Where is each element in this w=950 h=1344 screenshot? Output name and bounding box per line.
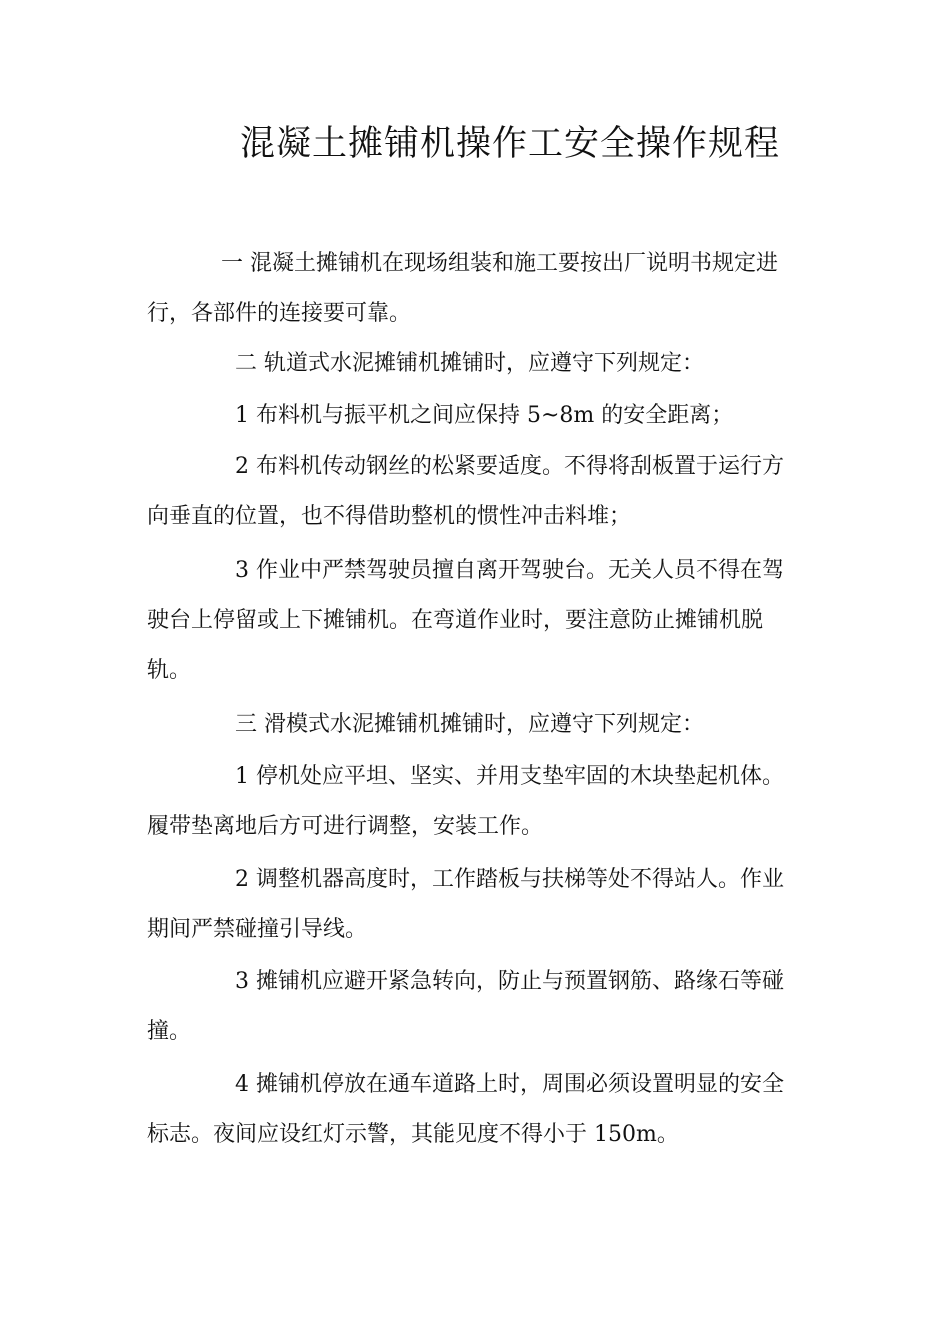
paragraph-line: 3 作业中严禁驾驶员擅自离开驾驶台。无关人员不得在驾	[235, 558, 784, 583]
paragraph-6	[147, 700, 807, 750]
paragraph-line: 3 摊铺机应避开紧急转向，防止与预置钢筋、路缘石等碰	[235, 969, 784, 994]
paragraph-line: 二 轨道式水泥摊铺机摊铺时，应遵守下列规定：	[235, 351, 704, 376]
paragraph-line: 期间严禁碰撞引导线。	[147, 917, 368, 942]
paragraph-2	[147, 339, 807, 389]
paragraph-line: 2 布料机传动钢丝的松紧要适度。不得将刮板置于运行方	[235, 454, 784, 479]
document-title: 混凝土摊铺机操作工安全操作规程	[239, 124, 780, 164]
paragraph-line: 4 摊铺机停放在通车道路上时，周围必须设置明显的安全	[235, 1072, 784, 1097]
paragraph-line: 1 停机处应平坦、坚实、并用支垫牢固的木块垫起机体。	[235, 764, 784, 789]
paragraph-line: 轨。	[147, 658, 192, 683]
paragraph-line: 三 滑模式水泥摊铺机摊铺时，应遵守下列规定：	[235, 712, 704, 737]
paragraph-line: 向垂直的位置，也不得借助整机的惯性冲击料堆；	[147, 504, 632, 529]
paragraph-3	[147, 391, 807, 441]
paragraph-line: 2 调整机器高度时，工作踏板与扶梯等处不得站人。作业	[235, 867, 784, 892]
paragraph-line: 标志。夜间应设红灯示警，其能见度不得小于 150m。	[147, 1122, 679, 1147]
paragraph-line: 行，各部件的连接要可靠。	[147, 301, 412, 326]
paragraph-9	[147, 957, 807, 1057]
paragraph-1	[147, 239, 807, 339]
paragraph-4	[147, 442, 807, 542]
paragraph-line: 1 布料机与振平机之间应保持 5~8m 的安全距离；	[235, 403, 734, 428]
paragraph-7	[147, 752, 807, 852]
paragraph-line: 撞。	[147, 1019, 192, 1044]
paragraph-10	[147, 1060, 807, 1160]
paragraph-5	[147, 546, 807, 696]
paragraph-line: 履带垫离地后方可进行调整，安装工作。	[147, 814, 544, 839]
paragraph-line: 一 混凝土摊铺机在现场组装和施工要按出厂说明书规定进	[221, 251, 778, 276]
paragraph-line: 驶台上停留或上下摊铺机。在弯道作业时，要注意防止摊铺机脱	[147, 608, 764, 633]
paragraph-8	[147, 855, 807, 955]
